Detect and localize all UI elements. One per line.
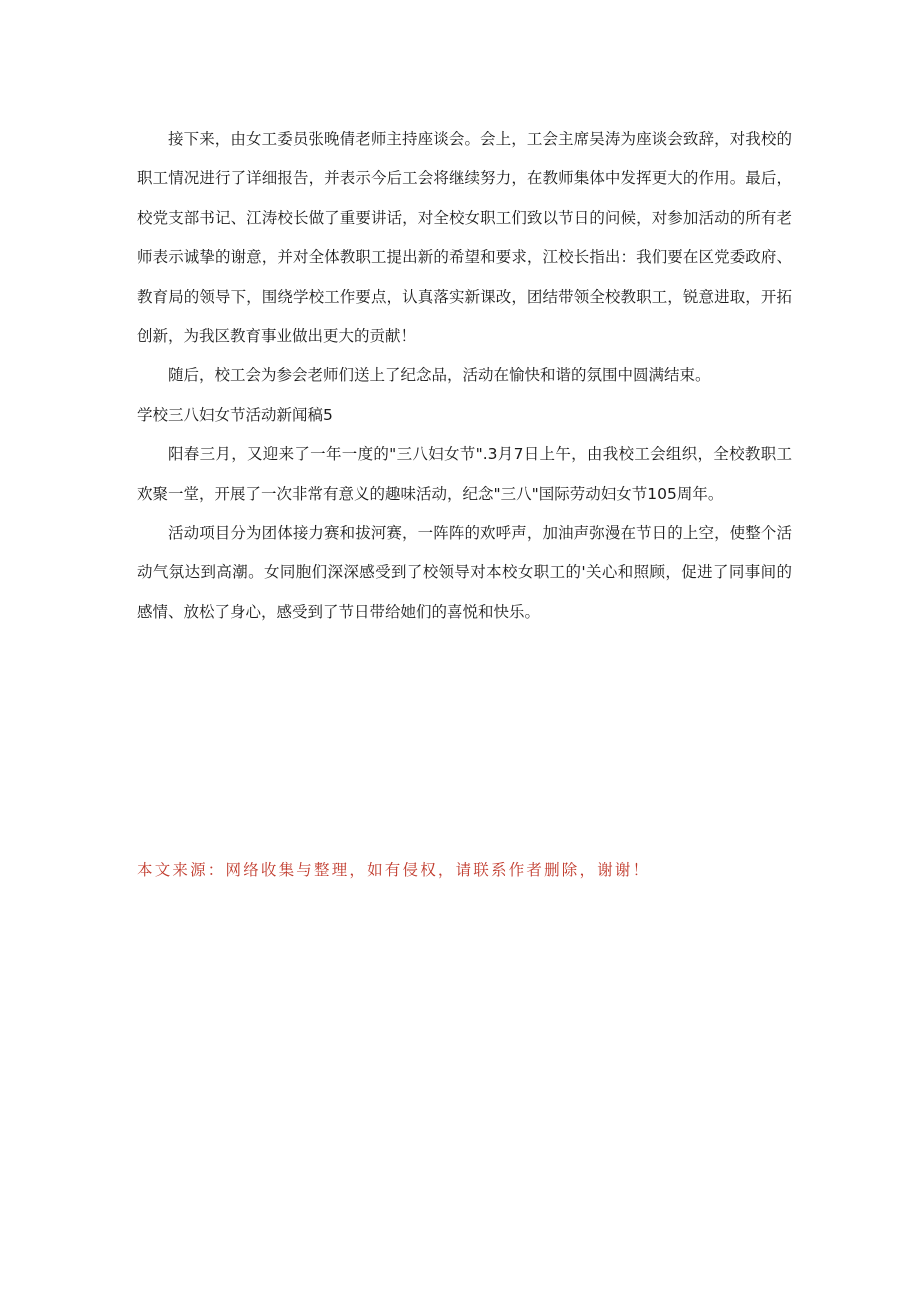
document-body (137, 120, 792, 632)
paragraph-intro: 阳春三月，又迎来了一年一度的"三八妇女节".3月7日上午，由我校工会组织，全校教职工欢聚一堂，开展了一次非常有意义的趣味活动，纪念"三八"国际劳动妇女节105周年。 (137, 445, 792, 503)
paragraph-closing: 随后，校工会为参会老师们送上了纪念品，活动在愉快和谐的氛围中圆满结束。 (168, 366, 711, 385)
paragraph-activities: 活动项目分为团体接力赛和拔河赛，一阵阵的欢呼声，加油声弥漫在节日的上空，使整个活动气氛达到高潮。女同胞们深深感受到了校领导对本校女职工的'关心和照顾，促进了同事间的感情、放松了身心，感受到了节日带给她们的喜悦和快乐。 (137, 524, 792, 621)
paragraph-discussion: 接下来，由女工委员张晚倩老师主持座谈会。会上，工会主席吴涛为座谈会致辞，对我校的职工情况进行了详细报告，并表示今后工会将继续努力，在教师集体中发挥更大的作用。最后，校党支部书记、江涛校长做了重要讲话，对全校女职工们致以节日的问候，对参加活动的所有老师表示诚挚的谢意，并对全体教职工提出新的希望和要求，江校长指出：我们要在区党委政府、教育局的领导下，围绕学校工作要点，认真落实新课改，团结带领全校教职工，锐意进取，开拓创新，为我区教育事业做出更大的贡献！ (137, 130, 792, 346)
source-note: 本文来源：网络收集与整理，如有侵权，请联系作者删除，谢谢！ (137, 861, 651, 879)
section-heading: 学校三八妇女节活动新闻稿5 (137, 405, 333, 424)
